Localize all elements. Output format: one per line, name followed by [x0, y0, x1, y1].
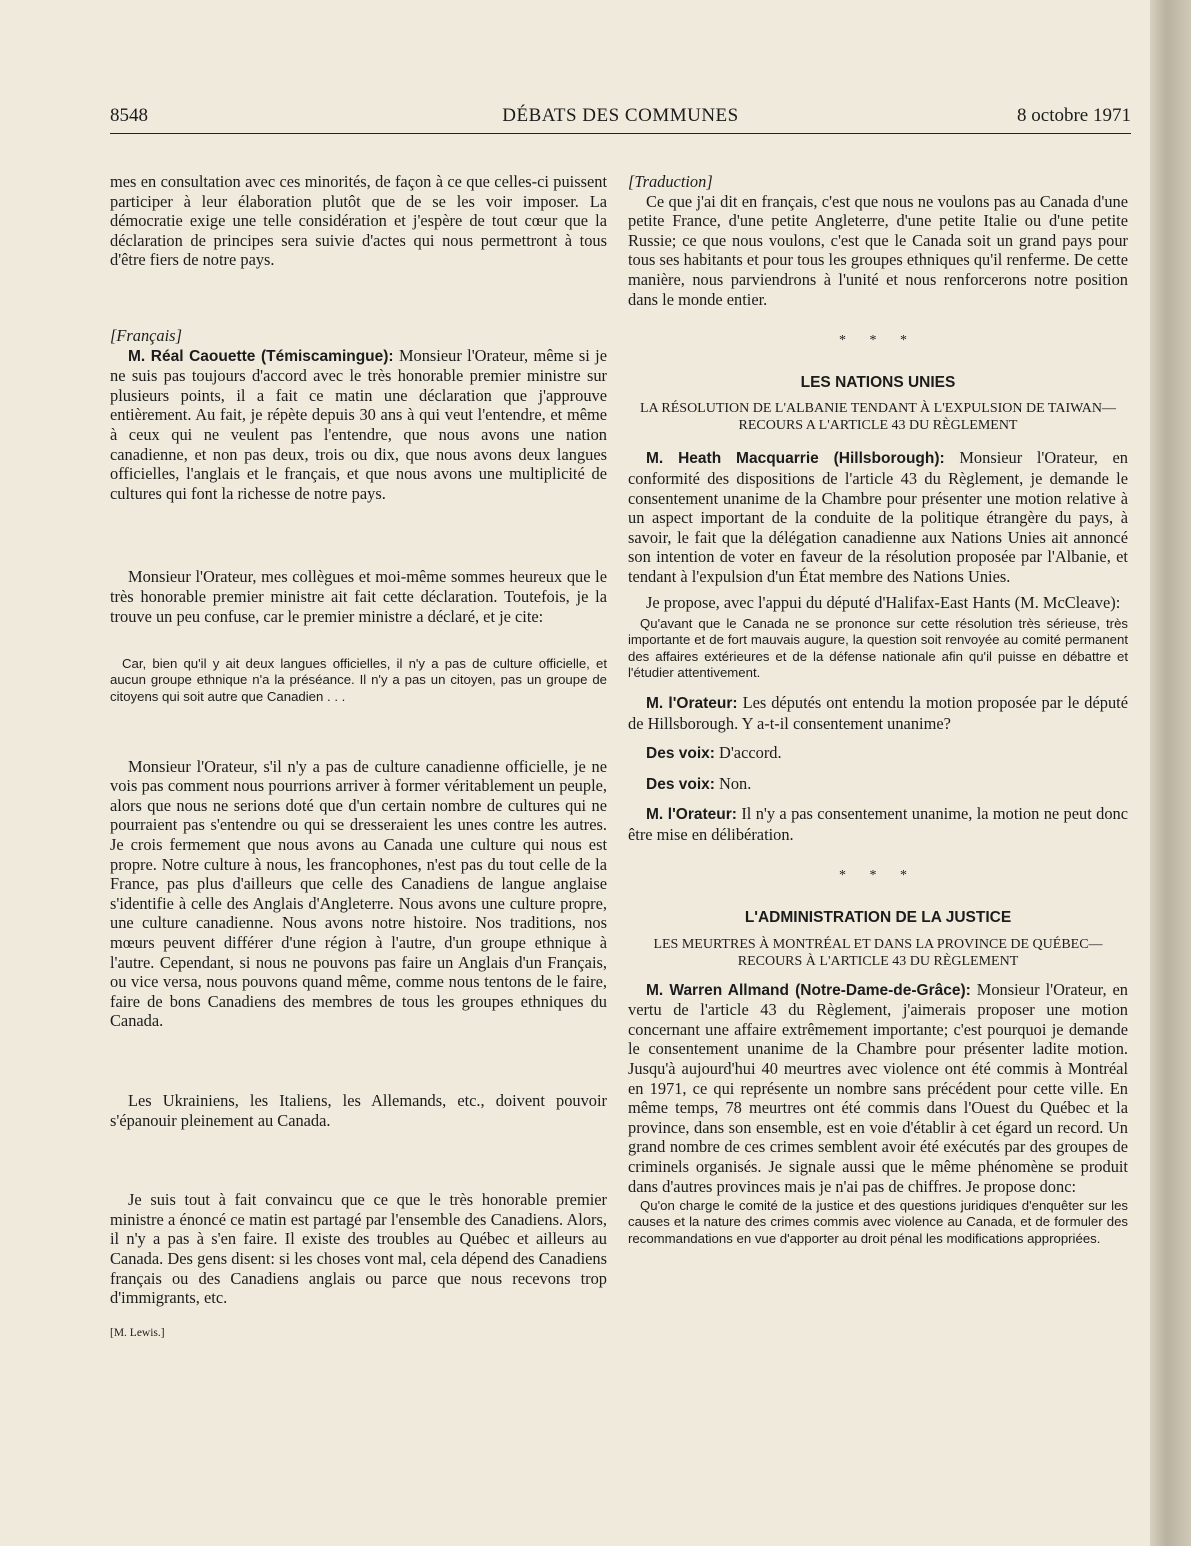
paragraph: [628, 980, 1128, 1197]
section-heading: LES NATIONS UNIES: [800, 373, 956, 391]
speaker-name: M. l'Orateur:: [646, 694, 738, 712]
speech-text: Monsieur l'Orateur, même si je ne suis pas toujours d'accord avec le très honorable premier ministre sur plusieurs points, il a fait ce matin une déclaration que j'approuve entièrement. Au fait, je répète depuis 30 ans à qui veut l'entendre, et même à ceux qui ne veulent pas l'entendre, que nous avons une nation canadienne, et non pas deux, trois ou dix, que nous avons deux langues officielles, l'anglais et le français, et que nous avons une multiplicité de cultures qui font la richesse de notre pays.: [110, 345, 608, 503]
paragraph: Monsieur l'Orateur, s'il n'y a pas de culture canadienne officielle, je ne vois pas comment nous pourrions arriver à former véritablement un peuple, alors que nous ne serions doté que d'un certain nombre de cultures qui ne pourraient pas s'entendre ou qui se dresseraient les unes contre les autres. Je crois fermement que nous avons au Canada une culture qui nous est propre. Notre culture à nous, les francophones, n'est pas du tout celle de la France, pas plus d'ailleurs que celle des Canadiens de langue anglaise s'identifie à celle des Anglais d'Angleterre. Nous avons une culture propre, une culture canadienne. Nous avons notre histoire. Nos traditions, nos mœurs peuvent différer d'une région à l'autre, d'un groupe ethnique à l'autre. Cependant, si nous ne pouvons pas faire un Anglais d'un Français, ou vice versa, nous pouvons quand même, comme nous tentons de le faire, faire de bons Canadiens des membres de tous les groupes ethniques du Canada.: [110, 756, 607, 1031]
quotation: Qu'avant que le Canada ne se prononce sur cette résolution très sérieuse, très importante et de fort mauvais augure, la question soit renvoyée au comité permanent des affaires extérieures et de la défense nationale afin qu'il puisse en débattre et l'étudier attentivement.: [628, 616, 1128, 680]
speech-text: Monsieur l'Orateur, en conformité des dispositions de l'article 43 du Règlement, je demande le consentement unanime de la Chambre pour présenter une motion relative à un aspect important de la conduite de la politique étrangère du pays, à savoir, le fait que la délégation canadienne aux Nations Unies ait annoncé son intention de voter en faveur de la résolution proposée par l'Albanie, et tendant à l'expulsion d'un État membre des Nations Unies.: [628, 448, 1128, 586]
paragraph: Les Ukrainiens, les Italiens, les Allemands, etc., doivent pouvoir s'épanouir pleinement au Canada.: [110, 1091, 607, 1130]
section-subheading: LA RÉSOLUTION DE L'ALBANIE TENDANT À L'EXPULSION DE TAIWAN—RECOURS A L'ARTICLE 43 DU RÈGLEMENT: [640, 401, 1116, 434]
paragraph: [628, 693, 1128, 733]
speaker-name: Des voix:: [646, 775, 715, 793]
footnote: [M. Lewis.]: [110, 1326, 165, 1339]
speaker-name: M. Réal Caouette (Témiscamingue):: [128, 347, 394, 365]
section-subheading: LES MEURTRES À MONTRÉAL ET DANS LA PROVINCE DE QUÉBEC—RECOURS À L'ARTICLE 43 DU RÈGLEMENT: [653, 936, 1103, 969]
section-separator: * * *: [839, 333, 917, 349]
speech-text: Monsieur l'Orateur, en vertu de l'article 43 du Règlement, j'aimerais proposer une motion concernant une affaire extrêmement importante; c'est pourquoi je demande le consentement unanime de la Chambre pour présenter ladite motion. Jusqu'à aujourd'hui 40 meurtres avec violence ont été commis à Montréal en 1971, ce qui représente un nombre sans précédent pour cette ville. En même temps, 78 meurtres ont été commis dans l'Ouest du Québec et la province, dans son ensemble, est en voie d'établir à cet égard un record. Un grand nombre de ces crimes semblent avoir été exécutés par des groupes de criminels organisés. Je signale aussi que le même phénomène se produit dans d'autres provinces mais je n'ai pas de chiffres. Je propose donc:: [628, 979, 1129, 1196]
left-column: [110, 172, 607, 1343]
paragraph: Monsieur l'Orateur, mes collègues et moi-même sommes heureux que le très honorable premier ministre ait fait cette déclaration. Toutefois, je la trouve un peu confuse, car le premier ministre a déclaré, et je cite:: [110, 567, 607, 626]
publication-date: 8 octobre 1971: [1017, 105, 1131, 126]
paragraph: [628, 804, 1128, 844]
speaker-name: Des voix:: [646, 745, 715, 763]
speaker-name: M. l'Orateur:: [646, 806, 737, 824]
speech-text: Les députés ont entendu la motion proposée par le député de Hillsborough. Y a-t-il consentement unanime?: [628, 692, 1128, 733]
paragraph: [628, 448, 1128, 586]
paragraph: Je suis tout à fait convaincu que ce que le très honorable premier ministre a énoncé ce matin est partagé par l'ensemble des Canadiens. Alors, il n'y a pas à s'en faire. Il existe des troubles au Québec et ailleurs au Canada. Des gens disent: si les choses vont mal, cela dépend des Canadiens français ou des Canadiens anglais ou parce que nous recevons trop d'immigrants, etc.: [110, 1190, 607, 1308]
speech-text: D'accord.: [714, 743, 782, 763]
speech-text: Il n'y a pas consentement unanime, la motion ne peut donc être mise en délibération.: [628, 804, 1129, 844]
publication-title: DÉBATS DES COMMUNES: [502, 105, 739, 126]
quotation: Qu'on charge le comité de la justice et des questions juridiques d'enquêter sur les causes et la nature des crimes commis avec violence au Canada, et de formuler des recommandations en vue d'apporter au droit pénal les modifications appropriées.: [628, 1198, 1128, 1246]
speaker-name: M. Warren Allmand (Notre-Dame-de-Grâce):: [646, 981, 971, 999]
speaker-name: M. Heath Macquarrie (Hillsborough):: [646, 450, 945, 468]
paragraph: Je propose, avec l'appui du député d'Halifax-East Hants (M. McCleave):: [646, 592, 1121, 612]
right-column: [628, 172, 1128, 1247]
adjacent-page-edge: [1150, 0, 1191, 1546]
paragraph: [628, 774, 1128, 795]
language-marker: [Traduction]: [628, 172, 713, 191]
section-heading: L'ADMINISTRATION DE LA JUSTICE: [744, 909, 1012, 927]
section-separator: * * *: [839, 868, 917, 884]
paragraph: [110, 346, 607, 504]
paragraph: [628, 743, 1128, 764]
quotation: Car, bien qu'il y ait deux langues officielles, il n'y a pas de culture officielle, et aucun groupe ethnique n'a la préséance. Il n'y a pas un citoyen, pas un groupe de citoyens qui soit autre que Canadien . . .: [110, 656, 607, 704]
speech-text: Non.: [714, 773, 752, 793]
paragraph: mes en consultation avec ces minorités, de façon à ce que celles-ci puissent participer à leur élaboration plutôt que de se les voir imposer. La démocratie exige une telle considération et j'espère de tout cœur que la déclaration de principes sera suivie d'actes qui nous permettront à tous d'être fiers de notre pays.: [110, 172, 607, 270]
page-number: 8548: [110, 105, 148, 126]
page-header: [110, 105, 1131, 134]
language-marker: [Français]: [110, 325, 182, 345]
paragraph: Ce que j'ai dit en français, c'est que nous ne voulons pas au Canada d'une petite France, d'une petite Angleterre, d'une petite Italie ou d'une petite Russie; ce que nous voulons, c'est que le Canada soit un grand pays pour tous ses habitants et pour tous les groupes ethniques qu'il renferme. De cette manière, nous parviendrons à l'unité et nous renforcerons notre position dans le monde entier.: [628, 191, 1128, 309]
